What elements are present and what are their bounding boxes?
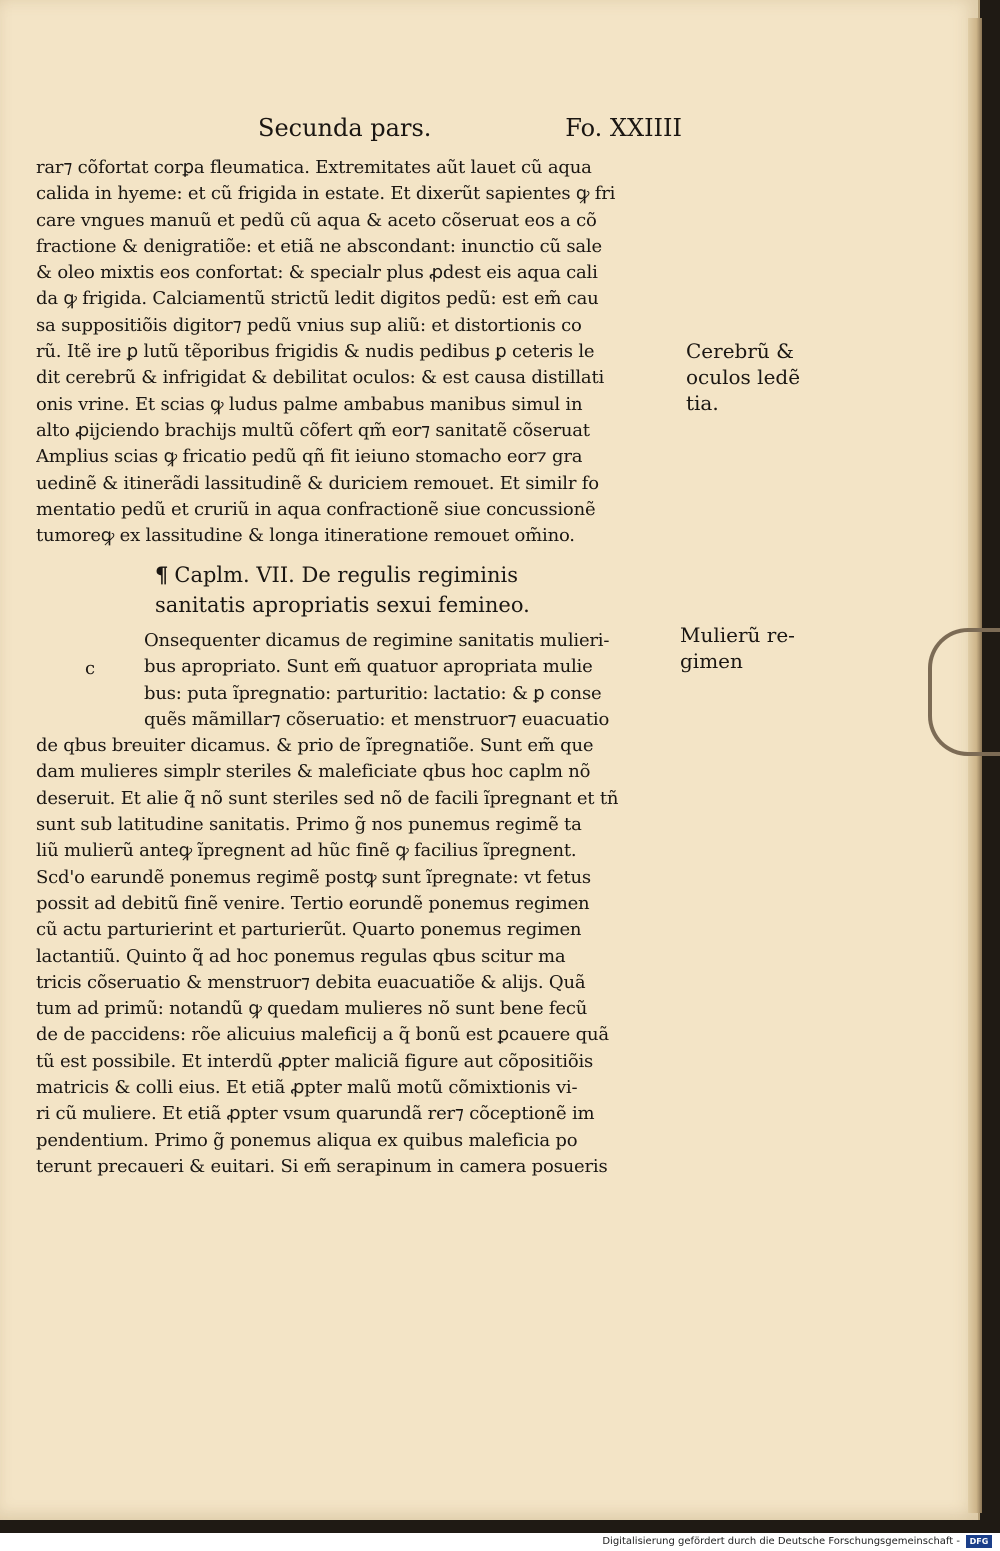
book-clasp [928, 628, 1000, 756]
text-line: deseruit. Et alie q̃ nõ sunt steriles sed nõ de facili ĩpregnant et tñ [36, 787, 619, 809]
text-line: rũ. Itẽ ire ꝑ lutũ tẽporibus frigidis & nudis pedibus ꝑ ceteris le [36, 341, 595, 363]
text-line: cũ actu parturierint et parturierũt. Quarto ponemus regimen [36, 919, 582, 941]
funding-credit: Digitalisierung gefördert durch die Deutsche Forschungsgemeinschaft - [602, 1536, 960, 1547]
text-line: quẽs mãmillar⁊ cõseruatio: et menstruor⁊ euacuatio [144, 708, 610, 730]
chapter-heading-line-2: sanitatis apropriatis sexui femineo. [155, 593, 530, 617]
text-line: da ꝙ frigida. Calciamentũ strictũ ledit digitos pedũ: est em̃ cau [36, 288, 599, 310]
text-line: calida in hyeme: et cũ frigida in estate. Et dixerũt sapientes ꝙ fri [36, 183, 616, 205]
text-line: sa suppositiõis digitor⁊ pedũ vnius sup aliũ: et distortionis co [36, 314, 582, 336]
marginal-note-regimen [680, 622, 795, 674]
text-line: Onsequenter dicamus de regimine sanitatis mulieri- [144, 630, 610, 651]
marginal-note-cerebrum [686, 338, 800, 416]
text-line: & oleo mixtis eos confortat: & specialr plus ꝓdest eis aqua cali [36, 262, 598, 284]
text-line: tum ad primũ: notandũ ꝙ quedam mulieres nõ sunt bene fecũ [36, 998, 588, 1020]
text-line: lactantiũ. Quinto q̃ ad hoc ponemus regulas qbus scitur ma [36, 945, 566, 967]
text-line: tricis cõseruatio & menstruor⁊ debita euacuatiõe & alijs. Quã [36, 971, 586, 993]
chapter-heading-line-1 [155, 560, 675, 590]
text-line: ri cũ muliere. Et etiã ꝓpter vsum quarundã rer⁊ cõceptionẽ im [36, 1103, 595, 1125]
text-line: alto ꝓijciendo brachijs multũ cõfert qm̃ eor⁊ sanitatẽ cõseruat [36, 419, 590, 441]
dfg-logo-icon: DFG [966, 1535, 992, 1548]
running-head-title: Secunda pars. [258, 114, 432, 142]
lower-text-block [36, 628, 676, 1180]
marginal-line: Mulierũ re- [680, 623, 795, 647]
text-line: de qbus breuiter dicamus. & prio de ĩpregnatiõe. Sunt em̃ que [36, 735, 594, 757]
upper-text-block [36, 155, 676, 549]
text-line: bus apropriato. Sunt em̃ quatuor apropriata mulie [144, 656, 593, 678]
running-head [258, 114, 682, 146]
text-line: bus: puta ĩpregnatio: parturitio: lactatio: & ꝑ conse [144, 682, 602, 704]
text-line: liũ mulierũ anteꝙ ĩpregnent ad hũc finẽ ꝙ facilius ĩpregnent. [36, 840, 577, 862]
folio-number: Fo. XXIIII [565, 114, 682, 142]
text-line: matricis & colli eius. Et etiã ꝓpter malũ motũ cõmixtionis vi- [36, 1077, 578, 1099]
text-line: mentatio pedũ et cruriũ in aqua confractionẽ siue concussionẽ [36, 498, 596, 520]
text-line: dam mulieres simplr steriles & maleficiate qbus hoc caplm nõ [36, 761, 591, 783]
marginal-line: Cerebrũ & [686, 339, 794, 363]
text-line: possit ad debitũ finẽ venire. Tertio eorundẽ ponemus regimen [36, 892, 590, 914]
text-line: Scd'o earundẽ ponemus regimẽ postꝙ sunt ĩpregnate: vt fetus [36, 866, 591, 888]
marginal-line: gimen [680, 649, 743, 673]
marginal-line: tia. [686, 391, 719, 415]
chapter-title: Caplm. VII. De regulis regiminis [174, 563, 519, 587]
text-line: pendentium. Primo g̃ ponemus aliqua ex quibus maleficia po [36, 1129, 578, 1151]
text-line: terunt precaueri & euitari. Si em̃ serapinum in camera posueris [36, 1155, 608, 1177]
text-line: uedinẽ & itinerãdi lassitudinẽ & duriciem remouet. Et similr fo [36, 472, 599, 494]
text-line: fractione & denigratiõe: et etiã ne abscondant: inunctio cũ sale [36, 235, 602, 257]
text-line: Amplius scias ꝙ fricatio pedũ qñ fit ieiuno stomacho eor⁊ gra [36, 446, 583, 468]
pilcrow-icon: ¶ [155, 562, 169, 587]
text-line: sunt sub latitudine sanitatis. Primo g̃ nos punemus regimẽ ta [36, 814, 582, 836]
text-line: tumoreꝙ ex lassitudine & longa itineratione remouet om̃ino. [36, 525, 575, 547]
text-line: tũ est possibile. Et interdũ ꝓpter maliciã figure aut cõpositiõis [36, 1050, 594, 1072]
chapter-heading [155, 560, 675, 620]
text-line: de de paccidens: rõe alicuius maleficij a q̃ bonũ est ꝑcauere quã [36, 1024, 609, 1046]
text-line: dit cerebrũ & infrigidat & debilitat oculos: & est causa distillati [36, 367, 605, 389]
text-line: care vngues manuũ et pedũ cũ aqua & aceto cõseruat eos a cõ [36, 209, 597, 231]
page-edge [968, 18, 982, 1513]
guide-letter: c [85, 658, 96, 679]
text-line: rar⁊ cõfortat corꝑa fleumatica. Extremitates aũt lauet cũ aqua [36, 157, 592, 178]
text-line: onis vrine. Et scias ꝙ ludus palme ambabus manibus simul in [36, 393, 583, 415]
marginal-line: oculos ledẽ [686, 365, 801, 389]
